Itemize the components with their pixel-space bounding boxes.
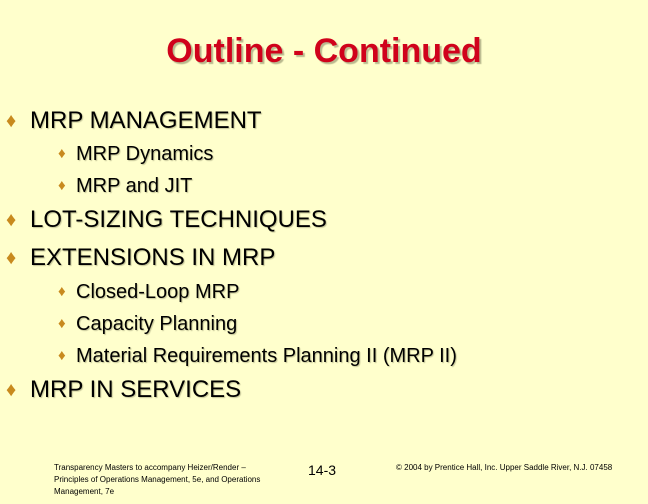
diamond-bullet-icon: ♦ xyxy=(58,145,66,162)
page-number: 14-3 xyxy=(308,462,337,478)
outline-subitem-mrp-ii xyxy=(58,344,457,368)
outline-item-mrp-management xyxy=(6,107,262,135)
outline-subitem-closed-loop-mrp xyxy=(58,280,239,304)
outline-subitem-label: Closed-Loop MRP xyxy=(76,281,240,303)
outline-item-label: EXTENSIONS IN MRP xyxy=(30,244,276,271)
diamond-bullet-icon: ♦ xyxy=(6,110,17,132)
outline-item-label: MRP IN SERVICES xyxy=(30,376,242,403)
diamond-bullet-icon: ♦ xyxy=(58,315,66,332)
footer-credit: Transparency Masters to accompany Heizer/Render – Principles of Operations Management, 5e, and Operations Management, 7e xyxy=(54,463,261,496)
outline-subitem-label: Material Requirements Planning II (MRP II) xyxy=(76,345,457,367)
outline-item-lot-sizing xyxy=(6,206,327,234)
footer-copyright: © 2004 by Prentice Hall, Inc. Upper Saddle River, N.J. 07458 xyxy=(396,463,613,472)
outline-subitem-label: MRP Dynamics xyxy=(76,143,214,165)
outline-subitem-label: Capacity Planning xyxy=(76,313,238,335)
outline-subitem-mrp-dynamics xyxy=(58,142,213,166)
outline-subitem-label: MRP and JIT xyxy=(76,175,193,197)
diamond-bullet-icon: ♦ xyxy=(6,209,17,231)
diamond-bullet-icon: ♦ xyxy=(58,177,66,194)
outline-item-mrp-in-services xyxy=(6,376,241,404)
outline-item-label: LOT-SIZING TECHNIQUES xyxy=(30,206,327,233)
diamond-bullet-icon: ♦ xyxy=(6,247,17,269)
diamond-bullet-icon: ♦ xyxy=(58,283,66,300)
diamond-bullet-icon: ♦ xyxy=(6,379,17,401)
diamond-bullet-icon: ♦ xyxy=(58,347,66,364)
outline-item-extensions xyxy=(6,244,275,272)
slide-title: Outline - Continued xyxy=(166,32,482,70)
outline-subitem-capacity-planning xyxy=(58,312,237,336)
outline-item-label: MRP MANAGEMENT xyxy=(30,107,262,134)
outline-subitem-mrp-and-jit xyxy=(58,174,192,198)
